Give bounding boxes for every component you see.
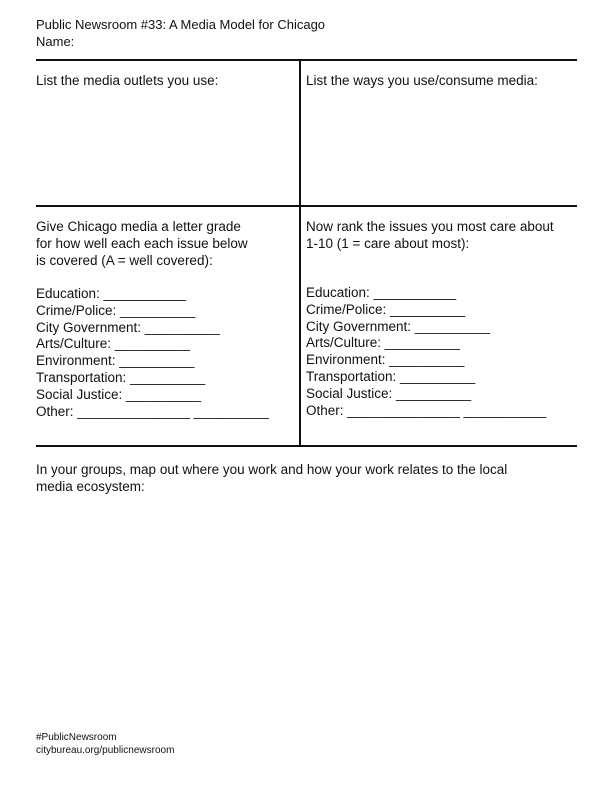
issue-item-crime-police: Crime/Police: __________ [36, 302, 196, 318]
center-divider [299, 60, 301, 446]
prompt-line: 1-10 (1 = care about most): [306, 236, 470, 251]
letter-grade-prompt [36, 218, 248, 269]
prompt-line: media ecosystem: [36, 479, 145, 494]
name-label: Name: [36, 34, 75, 49]
letter-grade-list [36, 286, 269, 420]
rank-issues-prompt [306, 218, 554, 252]
issue-item-environment: Environment: __________ [306, 352, 465, 368]
issue-item-city-government: City Government: __________ [36, 319, 220, 335]
issue-item-education: Education: ___________ [36, 286, 187, 301]
worksheet-title: Public Newsroom #33: A Media Model for Chicago [36, 17, 326, 32]
issue-item-environment: Environment: __________ [36, 353, 195, 369]
bottom-rule [36, 445, 577, 447]
issue-item-city-government: City Government: __________ [306, 318, 490, 334]
footer [36, 731, 174, 757]
issue-item-other: Other: _______________ __________ [36, 403, 269, 419]
media-use-prompt: List the ways you use/consume media: [306, 73, 538, 88]
media-outlets-prompt: List the media outlets you use: [36, 73, 219, 88]
prompt-line: Give Chicago media a letter grade [36, 219, 241, 234]
issue-item-other: Other: _______________ ___________ [306, 402, 547, 418]
middle-rule [36, 205, 577, 207]
issue-item-social-justice: Social Justice: __________ [306, 385, 472, 401]
issue-item-crime-police: Crime/Police: __________ [306, 301, 466, 317]
footer-url: citybureau.org/publicnewsroom [36, 745, 175, 756]
group-mapping-prompt [36, 461, 576, 495]
worksheet-header [36, 16, 325, 50]
top-rule [36, 59, 577, 61]
prompt-line: is covered (A = well covered): [36, 253, 213, 268]
issue-item-arts-culture: Arts/Culture: __________ [306, 335, 460, 351]
issue-item-social-justice: Social Justice: __________ [36, 386, 202, 402]
issue-item-transportation: Transportation: __________ [36, 369, 206, 385]
prompt-line: for how well each each issue below [36, 236, 248, 251]
issue-item-arts-culture: Arts/Culture: __________ [36, 336, 190, 352]
issue-item-transportation: Transportation: __________ [306, 368, 476, 384]
prompt-line: In your groups, map out where you work and how your work relates to the local [36, 462, 508, 477]
footer-hashtag: #PublicNewsroom [36, 732, 117, 743]
prompt-line: Now rank the issues you most care about [306, 219, 554, 234]
rank-issues-list [306, 285, 546, 419]
issue-item-education: Education: ___________ [306, 285, 457, 300]
